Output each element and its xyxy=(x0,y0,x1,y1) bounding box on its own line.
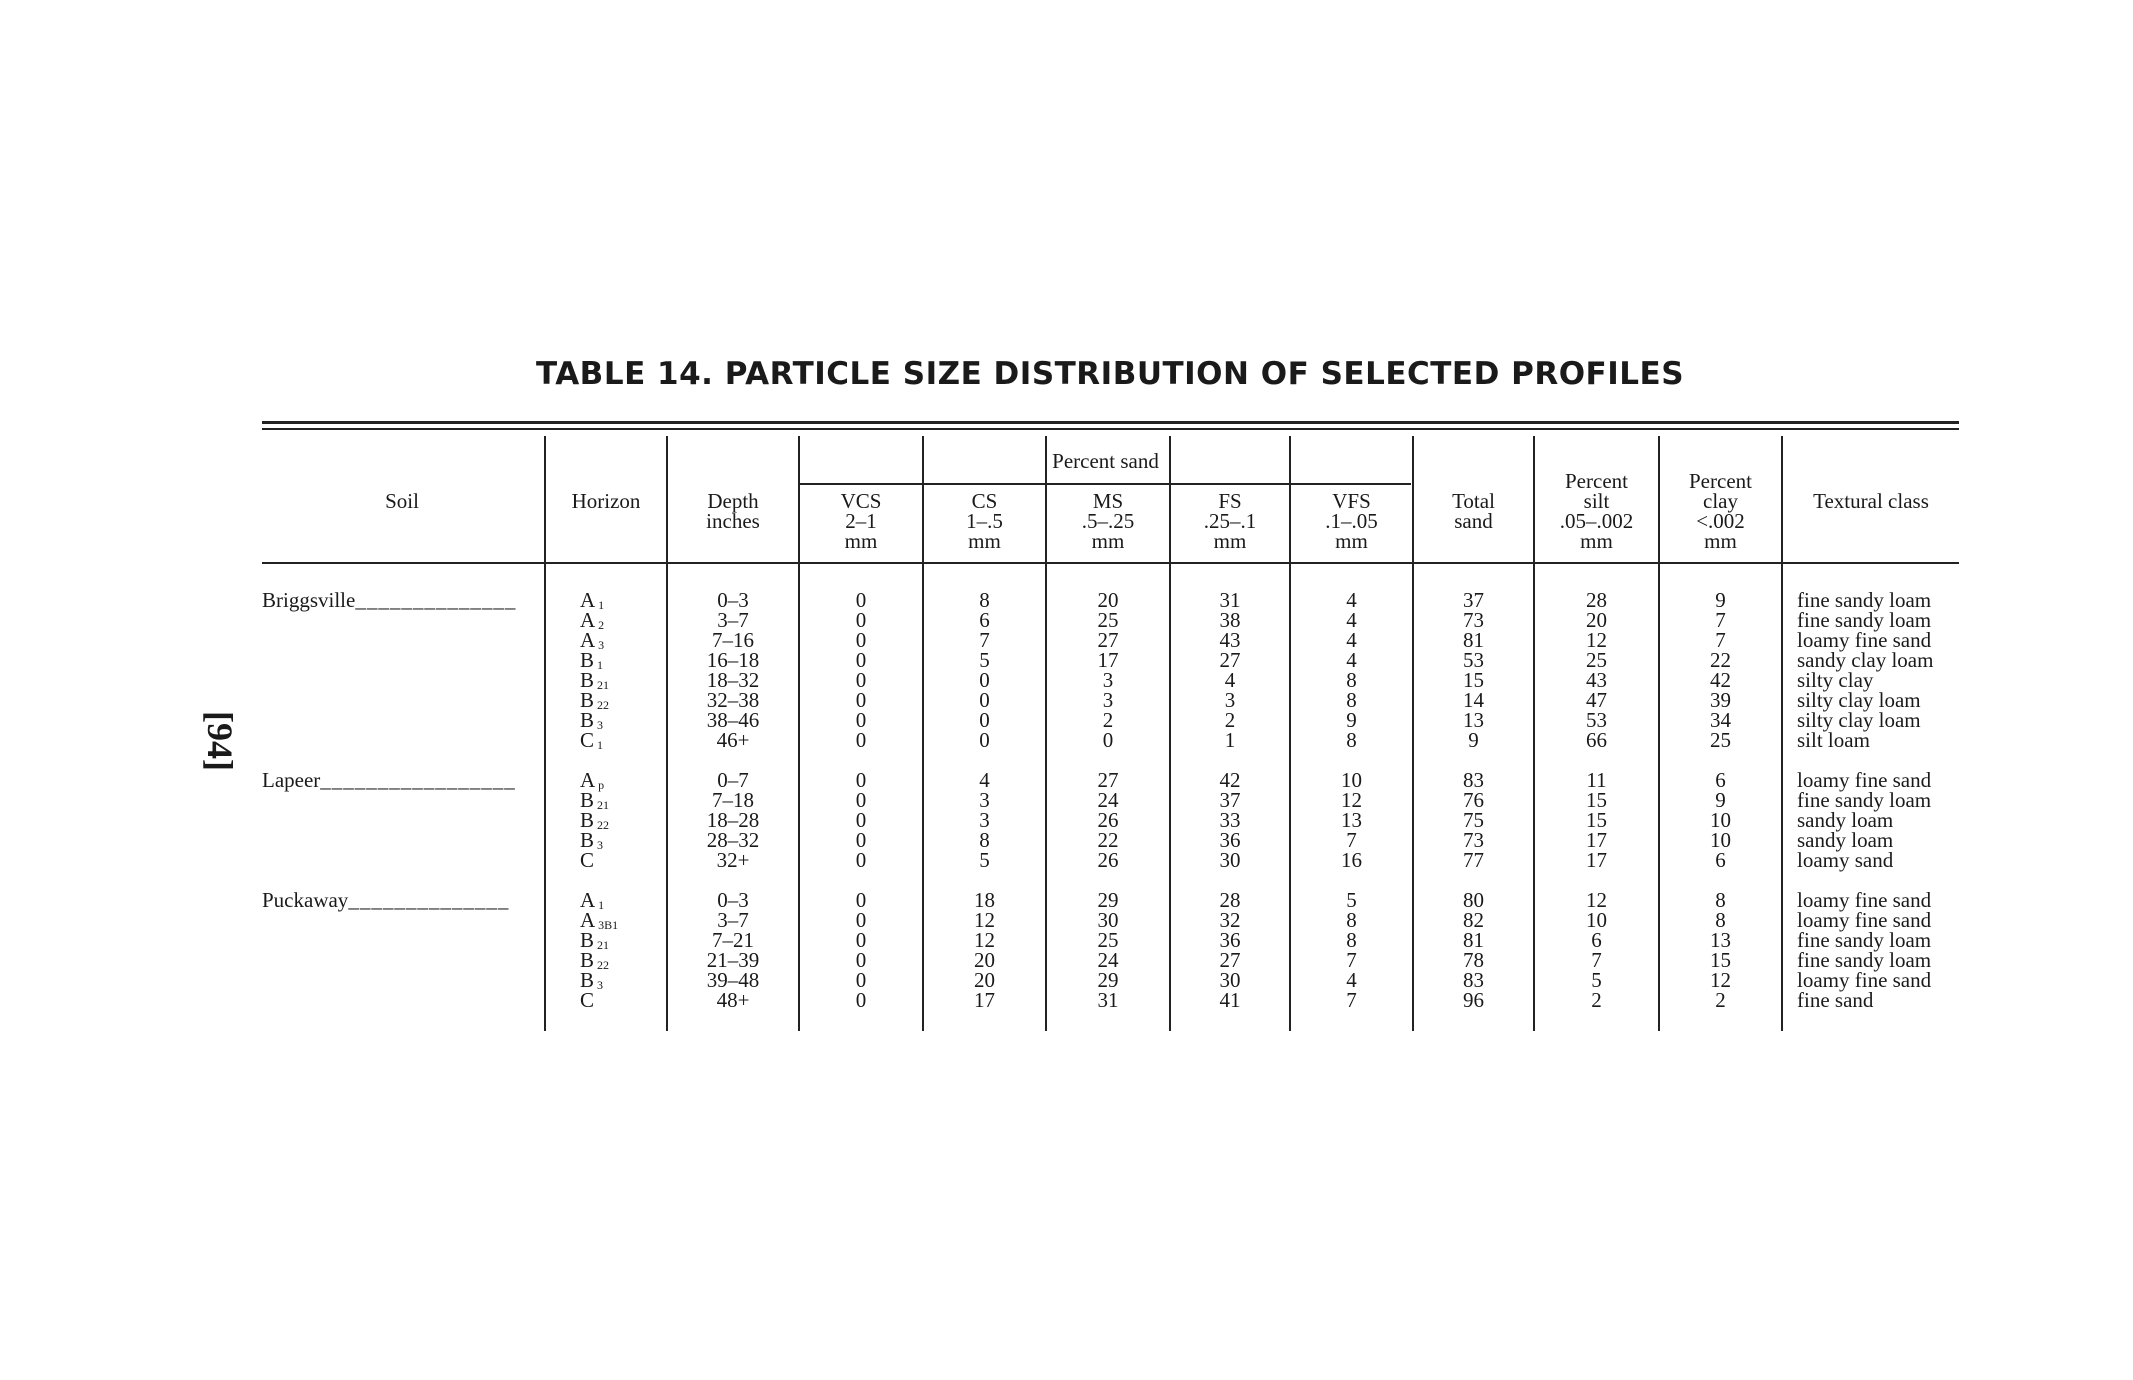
vfs-cell: 4 xyxy=(1346,648,1357,672)
fs-column-header-line: .25–.1 xyxy=(1203,509,1257,533)
total-cell: 73 xyxy=(1463,828,1484,852)
silt-cell: 47 xyxy=(1586,688,1607,712)
silt-cell: 5 xyxy=(1591,968,1602,992)
vfs-cell: 8 xyxy=(1346,928,1357,952)
silt-cell: 43 xyxy=(1586,668,1607,692)
textural-class-cell: loamy fine sand xyxy=(1797,888,1932,912)
depth-cell: 46+ xyxy=(716,728,750,752)
depth-cell: 3–7 xyxy=(717,908,749,932)
total-cell: 96 xyxy=(1463,988,1484,1012)
vfs-cell: 8 xyxy=(1346,668,1357,692)
depth-cell: 7–18 xyxy=(712,788,754,812)
percent-clay-header-line: mm xyxy=(1704,529,1737,553)
silt-cell: 17 xyxy=(1586,828,1607,852)
ms-cell: 27 xyxy=(1097,768,1119,792)
vfs-cell: 9 xyxy=(1346,708,1357,732)
ms-cell: 29 xyxy=(1097,968,1119,992)
cs-cell: 3 xyxy=(979,788,990,812)
horizon-subscript: 3 xyxy=(594,978,604,992)
fs-cell: 36 xyxy=(1219,928,1241,952)
depth-cell: 32–38 xyxy=(706,688,760,712)
horizon-letter: C xyxy=(580,988,595,1012)
soil-name: Puckaway______________ xyxy=(262,888,510,912)
textural-class-cell: loamy fine sand xyxy=(1797,768,1932,792)
horizon-letter: A xyxy=(580,628,596,652)
vfs-cell: 10 xyxy=(1341,768,1362,792)
cs-cell: 20 xyxy=(974,948,995,972)
vfs-cell: 16 xyxy=(1341,848,1362,872)
ms-cell: 31 xyxy=(1097,988,1119,1012)
clay-cell: 6 xyxy=(1715,768,1726,792)
horizon-subscript: 3 xyxy=(595,638,605,652)
horizon-letter: B xyxy=(580,688,595,712)
cs-cell: 0 xyxy=(979,728,990,752)
percent-clay-header-line: clay xyxy=(1703,489,1738,513)
top-rule-thin xyxy=(262,428,1959,430)
silt-cell: 12 xyxy=(1586,888,1607,912)
cs-cell: 17 xyxy=(974,988,995,1012)
horizon-cell xyxy=(580,730,666,755)
clay-cell: 25 xyxy=(1710,728,1731,752)
clay-cell: 7 xyxy=(1715,608,1726,632)
total-cell: 37 xyxy=(1463,588,1484,612)
ms-cell: 2 xyxy=(1102,708,1114,732)
horizon-cell xyxy=(580,990,666,1010)
textural-class-cell: fine sandy loam xyxy=(1797,608,1932,632)
ms-cell: 3 xyxy=(1102,668,1114,692)
silt-cell: 28 xyxy=(1586,588,1607,612)
vcs-cell: 0 xyxy=(855,908,867,932)
silt-cell: 66 xyxy=(1586,728,1607,752)
total-cell: 76 xyxy=(1463,788,1484,812)
horizon-letter: B xyxy=(580,708,595,732)
textural-class-cell: silty clay loam xyxy=(1797,688,1921,712)
fs-cell: 2 xyxy=(1224,708,1236,732)
clay-cell: 8 xyxy=(1715,888,1726,912)
total-sand-header-line: Total xyxy=(1452,489,1495,513)
total-cell: 73 xyxy=(1463,608,1484,632)
vcs-cell: 0 xyxy=(855,808,867,832)
clay-cell: 9 xyxy=(1715,788,1726,812)
horizon-letter: B xyxy=(580,828,595,852)
cs-cell: 3 xyxy=(979,808,990,832)
horizon-subscript: p xyxy=(595,778,605,792)
depth-cell: 16–18 xyxy=(706,648,760,672)
horizon-subscript: 2 xyxy=(595,618,605,632)
percent-silt-header-line: .05–.002 xyxy=(1559,509,1634,533)
clay-cell: 2 xyxy=(1715,988,1726,1012)
fs-column-header-line: mm xyxy=(1213,529,1247,553)
silt-cell: 25 xyxy=(1586,648,1607,672)
clay-cell: 10 xyxy=(1710,808,1731,832)
fs-cell: 43 xyxy=(1219,628,1241,652)
depth-cell: 39–48 xyxy=(706,968,760,992)
total-cell: 15 xyxy=(1463,668,1484,692)
horizon-subscript: 1 xyxy=(594,738,604,752)
fs-cell: 36 xyxy=(1219,828,1241,852)
vcs-cell: 0 xyxy=(855,668,867,692)
horizon-letter: B xyxy=(580,928,595,952)
clay-cell: 15 xyxy=(1710,948,1731,972)
fs-cell: 4 xyxy=(1224,668,1236,692)
fs-cell: 41 xyxy=(1219,988,1241,1012)
depth-column-header-line: Depth xyxy=(707,489,759,513)
cs-cell: 12 xyxy=(974,908,995,932)
depth-cell: 7–16 xyxy=(712,628,754,652)
vcs-cell: 0 xyxy=(855,988,867,1012)
horizon-subscript: 21 xyxy=(594,798,610,812)
total-cell: 53 xyxy=(1463,648,1484,672)
total-sand-header-line: sand xyxy=(1454,509,1493,533)
total-cell: 75 xyxy=(1463,808,1484,832)
depth-cell: 48+ xyxy=(716,988,750,1012)
percent-silt-header-line: silt xyxy=(1583,489,1610,513)
vcs-column-header-line: 2–1 xyxy=(845,509,877,533)
silt-cell: 12 xyxy=(1586,628,1607,652)
depth-cell: 0–3 xyxy=(717,888,749,912)
depth-cell: 0–7 xyxy=(717,768,749,792)
fs-cell: 38 xyxy=(1219,608,1241,632)
fs-cell: 32 xyxy=(1219,908,1241,932)
clay-cell: 10 xyxy=(1710,828,1731,852)
textural-class-header: Textural class xyxy=(1813,489,1929,513)
ms-cell: 22 xyxy=(1097,828,1119,852)
soil-name: Lapeer_________________ xyxy=(262,768,516,792)
vcs-cell: 0 xyxy=(855,848,867,872)
total-cell: 80 xyxy=(1463,888,1484,912)
vfs-cell: 8 xyxy=(1346,728,1357,752)
vfs-cell: 7 xyxy=(1346,988,1357,1012)
clay-cell: 22 xyxy=(1710,648,1731,672)
fs-cell: 1 xyxy=(1224,728,1236,752)
depth-cell: 18–28 xyxy=(706,808,760,832)
silt-cell: 10 xyxy=(1586,908,1607,932)
silt-cell: 6 xyxy=(1591,928,1602,952)
vcs-cell: 0 xyxy=(855,708,867,732)
vfs-cell: 8 xyxy=(1346,908,1357,932)
vfs-column-header-line: VFS xyxy=(1332,489,1371,513)
table-title: TABLE 14. PARTICLE SIZE DISTRIBUTION OF SELECTED PROFILES xyxy=(535,356,1685,392)
ms-cell: 25 xyxy=(1097,608,1119,632)
fs-cell: 33 xyxy=(1219,808,1241,832)
clay-cell: 39 xyxy=(1710,688,1731,712)
horizon-column-header: Horizon xyxy=(571,489,641,513)
cs-column-header-line: CS xyxy=(971,489,998,513)
depth-cell: 38–46 xyxy=(706,708,760,732)
cs-cell: 8 xyxy=(979,828,990,852)
silt-cell: 11 xyxy=(1586,768,1607,792)
fs-column-header-line: FS xyxy=(1218,489,1242,513)
total-cell: 81 xyxy=(1463,628,1484,652)
cs-cell: 8 xyxy=(979,588,990,612)
textural-class-cell: fine sandy loam xyxy=(1797,948,1932,972)
total-cell: 77 xyxy=(1463,848,1484,872)
ms-cell: 25 xyxy=(1097,928,1119,952)
textural-class-cell: fine sand xyxy=(1797,988,1874,1012)
ms-cell: 26 xyxy=(1097,808,1119,832)
column-divider xyxy=(544,436,546,1031)
cs-column-header-line: mm xyxy=(968,529,1001,553)
vcs-cell: 0 xyxy=(855,948,867,972)
horizon-letter: A xyxy=(580,608,596,632)
horizon-letter: B xyxy=(580,668,595,692)
silt-cell: 7 xyxy=(1591,948,1602,972)
depth-cell: 28–32 xyxy=(706,828,760,852)
silt-cell: 17 xyxy=(1586,848,1607,872)
horizon-letter: B xyxy=(580,788,595,812)
horizon-subscript: 1 xyxy=(594,658,604,672)
textural-class-cell: sandy clay loam xyxy=(1797,648,1934,672)
ms-cell: 27 xyxy=(1097,628,1119,652)
textural-class-cell: loamy sand xyxy=(1797,848,1894,872)
cs-cell: 20 xyxy=(974,968,995,992)
textural-class-cell: fine sandy loam xyxy=(1797,928,1932,952)
clay-cell: 6 xyxy=(1715,848,1726,872)
horizon-cell xyxy=(580,850,666,870)
silt-cell: 53 xyxy=(1586,708,1607,732)
vcs-cell: 0 xyxy=(855,828,867,852)
textural-class-cell: loamy fine sand xyxy=(1797,628,1932,652)
page-number: [94] xyxy=(200,711,240,771)
textural-class-cell: fine sandy loam xyxy=(1797,788,1932,812)
vfs-column-header-line: .1–.05 xyxy=(1325,509,1378,533)
ms-cell: 30 xyxy=(1097,908,1119,932)
ms-column-header-line: MS xyxy=(1092,489,1124,513)
fs-cell: 42 xyxy=(1219,768,1241,792)
dot-leader: _________________ xyxy=(320,768,516,792)
vcs-cell: 0 xyxy=(855,628,867,652)
horizon-subscript: 22 xyxy=(594,698,610,712)
total-cell: 14 xyxy=(1463,688,1484,712)
vcs-cell: 0 xyxy=(855,588,867,612)
horizon-letter: C xyxy=(580,728,595,752)
clay-cell: 7 xyxy=(1715,628,1726,652)
vcs-cell: 0 xyxy=(855,928,867,952)
horizon-letter: A xyxy=(580,888,596,912)
horizon-subscript: 3 xyxy=(594,718,604,732)
ms-cell: 0 xyxy=(1102,728,1114,752)
vfs-column-header-line: mm xyxy=(1335,529,1368,553)
soil-column-header: Soil xyxy=(385,489,419,513)
fs-cell: 30 xyxy=(1219,968,1241,992)
total-cell: 13 xyxy=(1463,708,1484,732)
silt-cell: 15 xyxy=(1586,808,1607,832)
vfs-cell: 4 xyxy=(1346,608,1357,632)
vfs-cell: 4 xyxy=(1346,588,1357,612)
ms-cell: 26 xyxy=(1097,848,1119,872)
textural-class-cell: fine sandy loam xyxy=(1797,588,1932,612)
fs-cell: 27 xyxy=(1219,948,1241,972)
clay-cell: 12 xyxy=(1710,968,1731,992)
group-header-rule xyxy=(800,483,1411,485)
percent-clay-header-line: <.002 xyxy=(1696,509,1745,533)
horizon-letter: A xyxy=(580,908,596,932)
silt-cell: 15 xyxy=(1586,788,1607,812)
total-cell: 83 xyxy=(1463,768,1484,792)
ms-cell: 17 xyxy=(1097,648,1119,672)
cs-cell: 4 xyxy=(979,768,990,792)
vcs-column-header-line: VCS xyxy=(840,489,882,513)
textural-class-cell: sandy loam xyxy=(1797,828,1894,852)
vfs-cell: 5 xyxy=(1346,888,1357,912)
horizon-subscript: 3B1 xyxy=(595,918,619,932)
horizon-subscript: 3 xyxy=(594,838,604,852)
cs-cell: 0 xyxy=(979,708,990,732)
horizon-subscript: 22 xyxy=(594,958,610,972)
percent-sand-header: Percent sand xyxy=(1052,449,1159,473)
horizon-subscript: 22 xyxy=(594,818,610,832)
vfs-cell: 8 xyxy=(1346,688,1357,712)
dot-leader: ______________ xyxy=(355,588,517,612)
vfs-cell: 4 xyxy=(1346,968,1357,992)
ms-cell: 3 xyxy=(1102,688,1114,712)
vcs-cell: 0 xyxy=(855,728,867,752)
vcs-cell: 0 xyxy=(855,788,867,812)
vcs-cell: 0 xyxy=(855,768,867,792)
vcs-cell: 0 xyxy=(855,688,867,712)
soil-name: Briggsville______________ xyxy=(262,588,517,612)
depth-cell: 0–3 xyxy=(717,588,749,612)
cs-cell: 12 xyxy=(974,928,995,952)
clay-cell: 8 xyxy=(1715,908,1726,932)
depth-cell: 21–39 xyxy=(706,948,760,972)
horizon-letter: A xyxy=(580,588,596,612)
textural-class-cell: loamy fine sand xyxy=(1797,968,1932,992)
horizon-subscript: 21 xyxy=(594,938,610,952)
cs-cell: 5 xyxy=(979,648,990,672)
depth-cell: 3–7 xyxy=(717,608,749,632)
vcs-column-header-line: mm xyxy=(844,529,878,553)
fs-cell: 37 xyxy=(1219,788,1241,812)
fs-cell: 3 xyxy=(1224,688,1236,712)
depth-column-header-line: inches xyxy=(706,509,760,533)
ms-cell: 29 xyxy=(1097,888,1119,912)
clay-cell: 13 xyxy=(1710,928,1731,952)
percent-clay-header-line: Percent xyxy=(1689,469,1752,493)
vfs-cell: 7 xyxy=(1346,828,1357,852)
cs-cell: 0 xyxy=(979,668,990,692)
horizon-letter: B xyxy=(580,948,595,972)
clay-cell: 34 xyxy=(1710,708,1731,732)
vcs-cell: 0 xyxy=(855,968,867,992)
horizon-letter: B xyxy=(580,808,595,832)
textural-class-cell: loamy fine sand xyxy=(1797,908,1932,932)
horizon-subscript: 1 xyxy=(595,598,605,612)
horizon-letter: B xyxy=(580,648,595,672)
dot-leader: ______________ xyxy=(348,888,510,912)
ms-column-header-line: mm xyxy=(1091,529,1125,553)
ms-cell: 24 xyxy=(1097,948,1119,972)
depth-cell: 18–32 xyxy=(706,668,760,692)
vcs-cell: 0 xyxy=(855,888,867,912)
cs-column-header-line: 1–.5 xyxy=(966,509,1003,533)
ms-cell: 24 xyxy=(1097,788,1119,812)
vcs-cell: 0 xyxy=(855,608,867,632)
cs-cell: 0 xyxy=(979,688,990,712)
top-rule-thick xyxy=(262,421,1959,424)
cs-cell: 6 xyxy=(979,608,990,632)
horizon-subscript: 21 xyxy=(594,678,610,692)
ms-column-header-line: .5–.25 xyxy=(1081,509,1135,533)
horizon-letter: B xyxy=(580,968,595,992)
clay-cell: 9 xyxy=(1715,588,1726,612)
silt-cell: 20 xyxy=(1586,608,1607,632)
clay-cell: 42 xyxy=(1710,668,1731,692)
textural-class-cell: silty clay xyxy=(1797,668,1874,692)
fs-cell: 27 xyxy=(1219,648,1241,672)
vfs-cell: 7 xyxy=(1346,948,1357,972)
horizon-letter: C xyxy=(580,848,595,872)
ms-cell: 20 xyxy=(1097,588,1119,612)
cs-cell: 7 xyxy=(979,628,990,652)
cs-cell: 5 xyxy=(979,848,990,872)
header-bottom-rule xyxy=(262,562,1959,564)
horizon-subscript: 1 xyxy=(595,898,605,912)
depth-cell: 7–21 xyxy=(712,928,754,952)
total-cell: 83 xyxy=(1463,968,1484,992)
fs-cell: 31 xyxy=(1219,588,1241,612)
fs-cell: 30 xyxy=(1219,848,1241,872)
total-cell: 82 xyxy=(1463,908,1484,932)
silt-cell: 2 xyxy=(1591,988,1602,1012)
cs-cell: 18 xyxy=(974,888,995,912)
percent-silt-header-line: Percent xyxy=(1565,469,1628,493)
depth-cell: 32+ xyxy=(716,848,750,872)
vfs-cell: 13 xyxy=(1341,808,1362,832)
vcs-cell: 0 xyxy=(855,648,867,672)
percent-silt-header-line: mm xyxy=(1580,529,1613,553)
vfs-cell: 4 xyxy=(1346,628,1357,652)
total-cell: 81 xyxy=(1463,928,1484,952)
total-cell: 78 xyxy=(1463,948,1484,972)
total-cell: 9 xyxy=(1468,728,1479,752)
textural-class-cell: sandy loam xyxy=(1797,808,1894,832)
fs-cell: 28 xyxy=(1219,888,1241,912)
vfs-cell: 12 xyxy=(1341,788,1362,812)
textural-class-cell: silty clay loam xyxy=(1797,708,1921,732)
textural-class-cell: silt loam xyxy=(1797,728,1870,752)
horizon-letter: A xyxy=(580,768,596,792)
column-divider xyxy=(1781,436,1783,1031)
